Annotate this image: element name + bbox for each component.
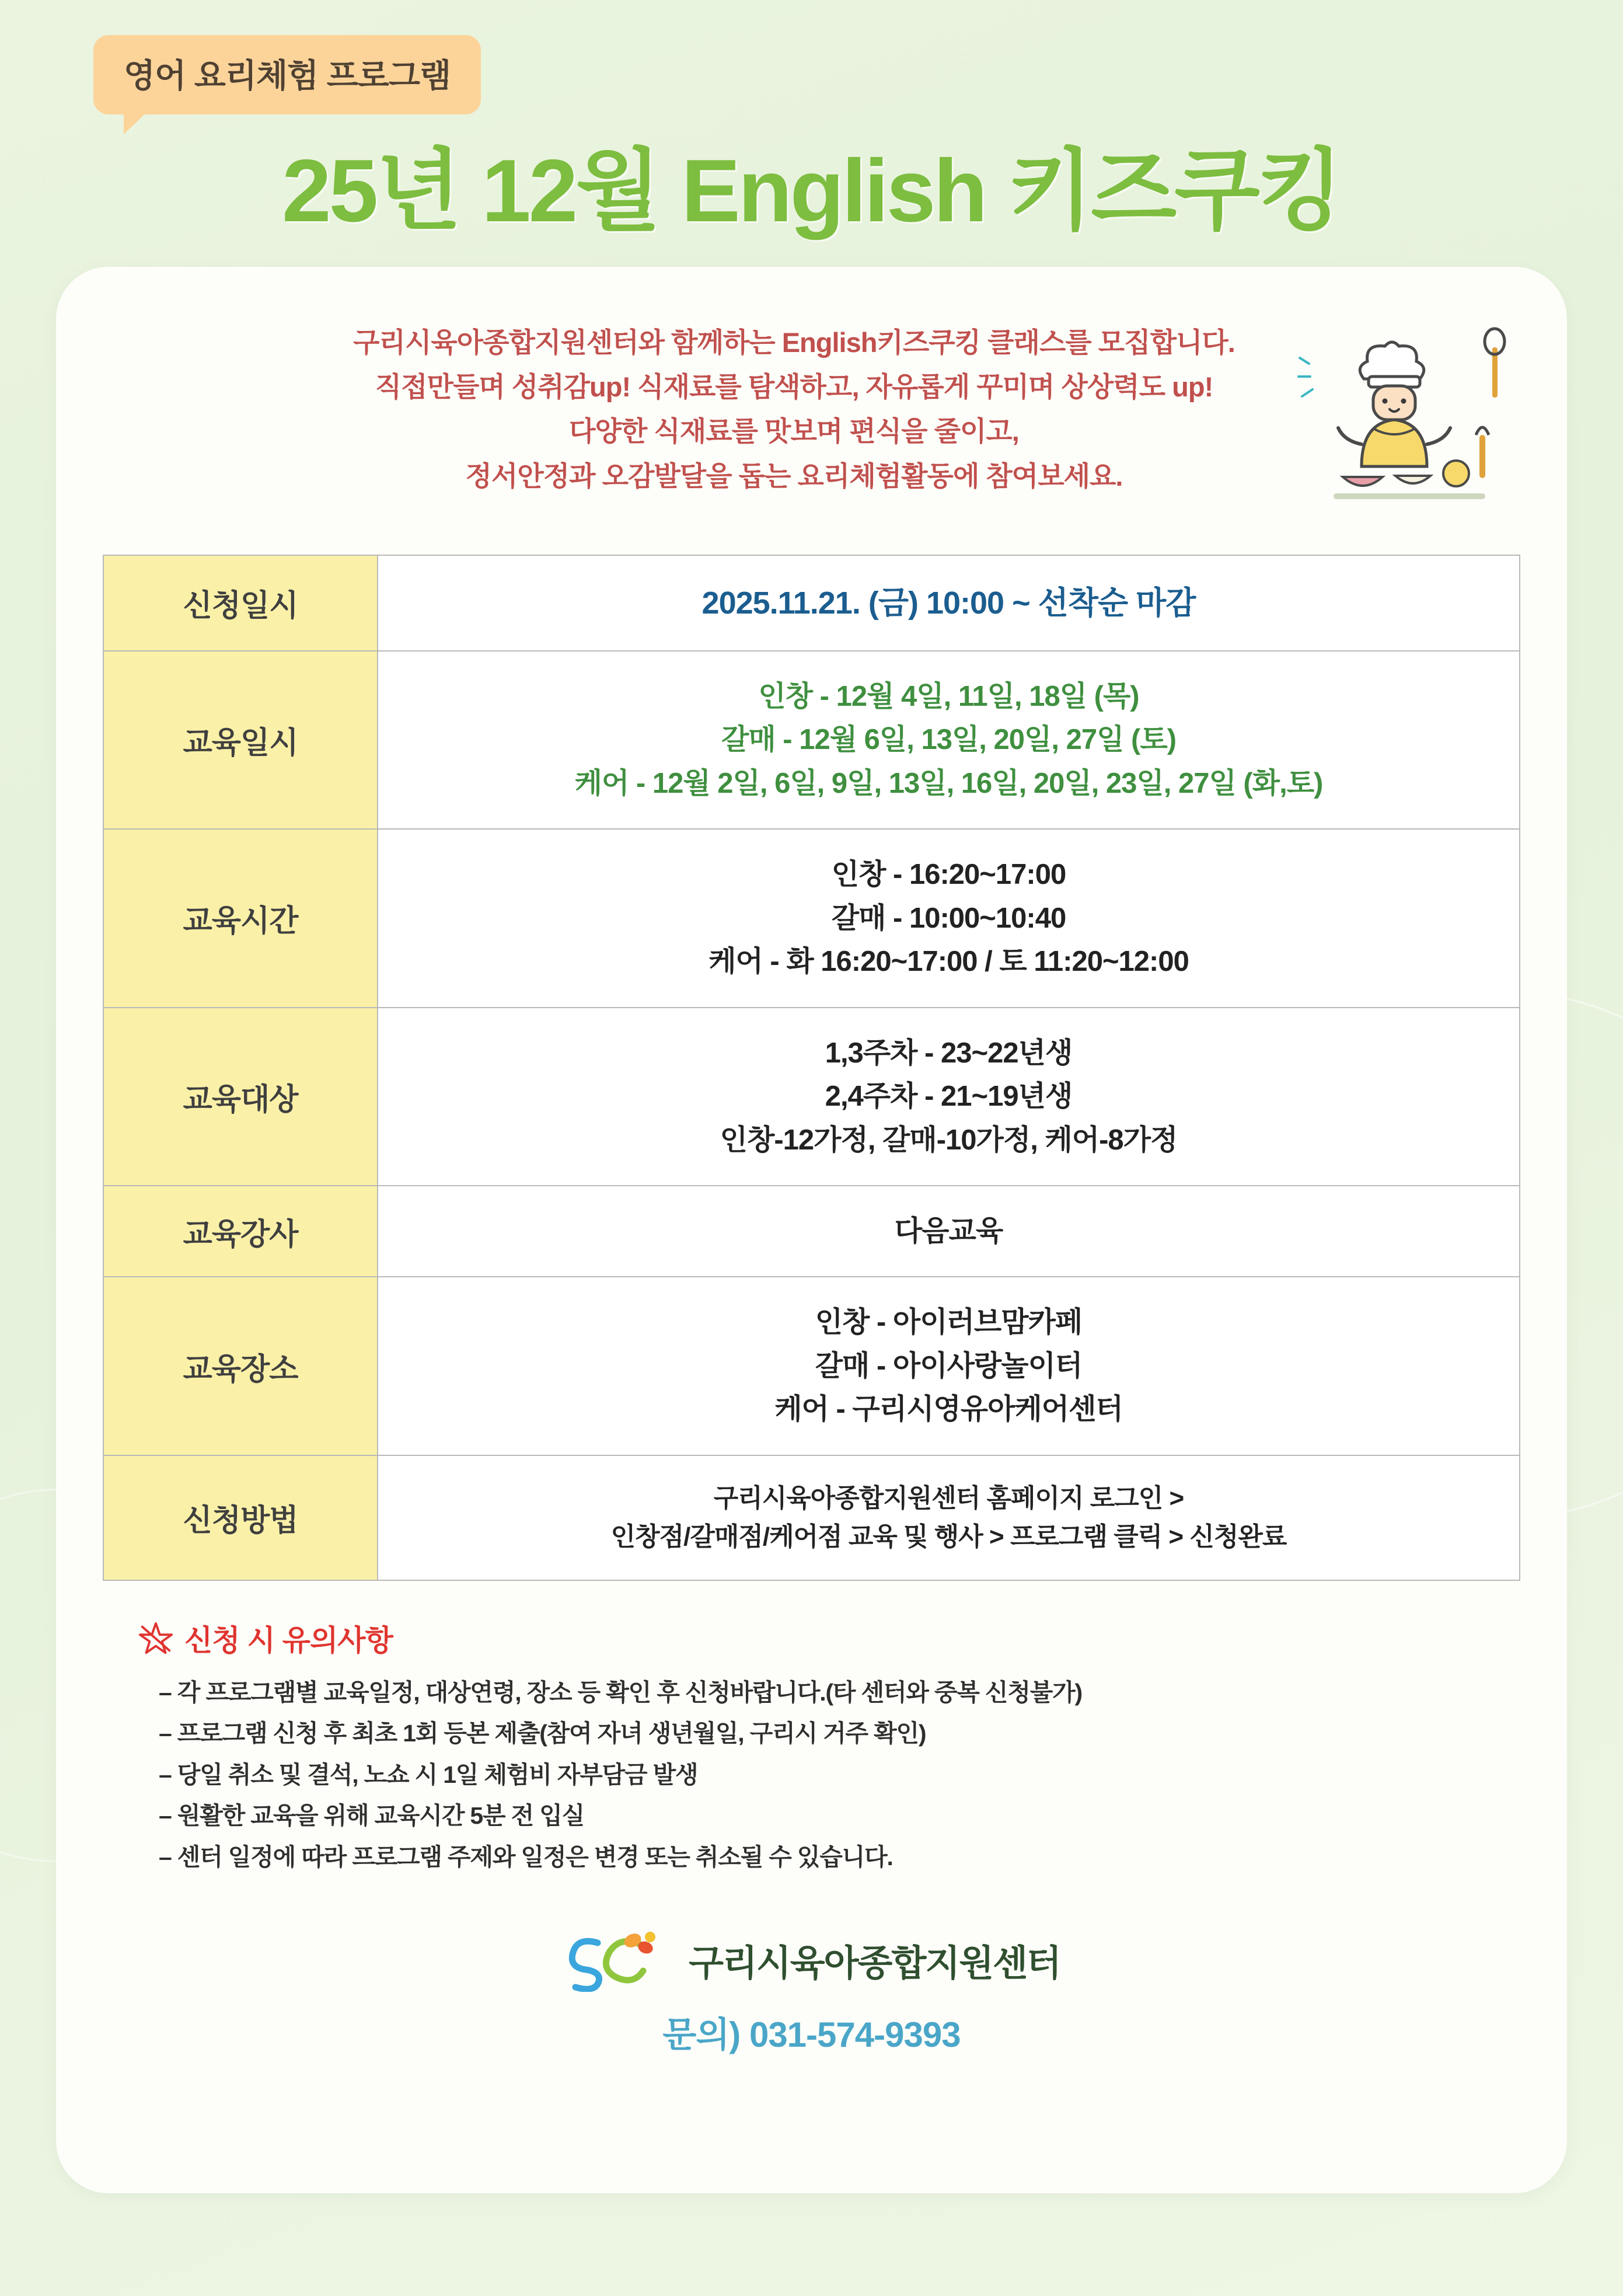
row-value-location (378, 1277, 1520, 1455)
value-line: 1,3주차 - 23~22년생 (825, 1037, 1073, 1069)
notes-heading (138, 1617, 1520, 1659)
value-line: 갈매 - 10:00~10:40 (831, 902, 1066, 934)
intro-line-1: 구리시육아종합지원센터와 함께하는 English키즈쿠킹 클래스를 모집합니다. (353, 327, 1235, 358)
program-badge-wrap (93, 35, 481, 114)
row-value-class-time (378, 829, 1520, 1007)
table-row (103, 1455, 1520, 1580)
row-label-instructor: 교육강사 (103, 1186, 378, 1277)
organization-name: 구리시육아종합지원센터 (689, 1943, 1060, 1984)
intro-line-4: 정서안정과 오감발달을 돕는 요리체험활동에 참여보세요. (465, 460, 1123, 492)
intro-line-3: 다양한 식재료를 맛보며 편식을 줄이고, (569, 416, 1019, 447)
table-row (103, 651, 1520, 829)
list-item: – 당일 취소 및 결석, 노쇼 시 1일 체험비 자부담금 발생 (159, 1754, 1520, 1796)
row-label-target: 교육대상 (103, 1008, 378, 1186)
value-line: 구리시육아종합지원센터 홈페이지 로그인 > (713, 1483, 1184, 1513)
row-label-class-time: 교육시간 (103, 829, 378, 1007)
row-value-target (378, 1008, 1520, 1186)
intro-line-2: 직접만들며 성취감up! 식재료를 탐색하고, 자유롭게 꾸미며 상상력도 up! (375, 371, 1213, 403)
list-item: – 프로그램 신청 후 최초 1회 등본 제출(참여 자녀 생년월일, 구리시 거주 확인) (159, 1713, 1520, 1754)
notes-section (103, 1617, 1520, 1878)
row-value-class-dates (378, 651, 1520, 829)
program-info-table (103, 555, 1520, 1581)
value-line: 케어 - 화 16:20~17:00 / 토 11:20~12:00 (708, 946, 1189, 978)
table-row (103, 1277, 1520, 1455)
value-line: 인창 - 아이러브맘카페 (815, 1306, 1083, 1339)
notes-heading-label: 신청 시 유의사항 (184, 1623, 393, 1657)
page-title: 25년 12월 English 키즈쿠킹 (282, 141, 1341, 241)
row-label-application-date: 신청일시 (103, 555, 378, 651)
value-line: 2025.11.21. (금) 10:00 ~ 선착순 마감 (701, 585, 1196, 621)
row-value-how-to-apply (378, 1455, 1520, 1580)
value-line: 인창 - 16:20~17:00 (831, 859, 1066, 891)
value-line: 다음교육 (894, 1215, 1003, 1247)
list-item: – 센터 일정에 따라 프로그램 주제와 일정은 변경 또는 취소될 수 있습니다. (159, 1837, 1520, 1878)
star-icon (138, 1620, 174, 1656)
row-label-class-dates: 교육일시 (103, 651, 378, 829)
value-line: 갈매 - 아이사랑놀이터 (815, 1350, 1083, 1382)
value-line: 케어 - 구리시영유아케어센터 (774, 1393, 1123, 1426)
value-line: 인창 - 12월 4일, 11일, 18일 (목) (758, 680, 1139, 712)
table-row (103, 555, 1520, 651)
row-label-location: 교육장소 (103, 1277, 378, 1455)
list-item: – 원활한 교육을 위해 교육시간 5분 전 입실 (159, 1795, 1520, 1837)
poster-header (0, 0, 1623, 240)
poster-footer (103, 1928, 1520, 2057)
value-line: 인창점/갈매점/케어점 교육 및 행사 > 프로그램 클릭 > 신청완료 (610, 1522, 1287, 1551)
value-line: 갈매 - 12월 6일, 13일, 20일, 27일 (토) (721, 724, 1177, 756)
list-item: – 각 프로그램별 교육일정, 대상연령, 장소 등 확인 후 신청바랍니다.(타 센터와 중복 신청불가) (159, 1672, 1520, 1713)
organization-row (103, 1928, 1520, 1992)
badge-tail (124, 109, 151, 134)
program-badge: 영어 요리체험 프로그램 (93, 35, 481, 114)
contact-phone: 문의) 031-574-9393 (662, 2015, 961, 2055)
row-value-instructor (378, 1186, 1520, 1277)
center-logo-icon (563, 1928, 673, 1992)
row-value-application-date (378, 555, 1520, 651)
table-row (103, 1008, 1520, 1186)
row-label-how-to-apply: 신청방법 (103, 1455, 378, 1580)
table-row (103, 829, 1520, 1007)
notes-list (138, 1672, 1520, 1878)
value-line: 케어 - 12월 2일, 6일, 9일, 13일, 16일, 20일, 23일, 27일 (화,토) (574, 767, 1323, 799)
table-row (103, 1186, 1520, 1277)
value-line: 2,4주차 - 21~19년생 (825, 1081, 1073, 1113)
chef-illustration-icon (1287, 320, 1532, 513)
content-card (56, 267, 1567, 2193)
value-line: 인창-12가정, 갈매-10가정, 케어-8가정 (720, 1124, 1178, 1156)
